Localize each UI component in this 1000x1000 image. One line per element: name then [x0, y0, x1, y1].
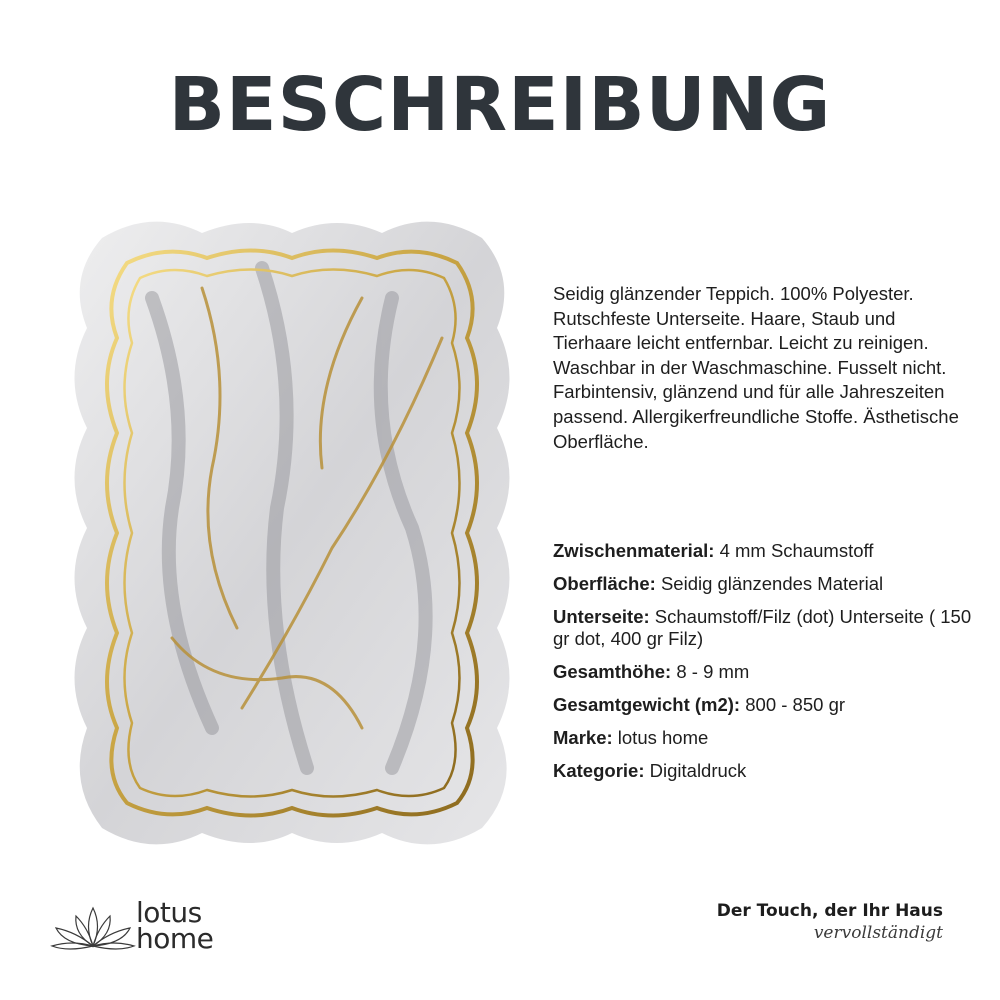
- spec-key: Marke:: [553, 727, 613, 748]
- spec-value: Schaumstoff/Filz (dot) Unterseite ( 150 gr dot, 400 gr Filz): [553, 606, 972, 649]
- spec-row-oberflaeche: [553, 573, 983, 595]
- spec-value: Seidig glänzendes Material: [660, 573, 884, 594]
- brand-line-1: lotus: [136, 896, 202, 929]
- lotus-flower-icon: [50, 900, 136, 956]
- product-description: Seidig glänzender Teppich. 100% Polyester. Rutschfeste Unterseite. Haare, Staub und Tierhaare leicht entfernbar. Leicht zu reinigen. Waschbar in der Waschmaschine. Fusselt nicht. Farbintensiv, glänzend und für alle Jahreszeiten passend. Allergikerfreundliche Stoffe. Ästhetische Oberfläche.: [553, 283, 959, 452]
- spec-value: Digitaldruck: [649, 760, 747, 781]
- spec-key: Gesamtgewicht (m2):: [553, 694, 741, 715]
- brand-name: [136, 896, 214, 955]
- spec-row-unterseite: [553, 606, 983, 650]
- page-title: BESCHREIBUNG: [168, 62, 832, 148]
- tagline: [717, 901, 943, 943]
- spec-key: Gesamthöhe:: [553, 661, 672, 682]
- spec-key: Oberfläche:: [553, 573, 656, 594]
- brand-line-2: home: [136, 922, 214, 955]
- brand-logo: [50, 898, 250, 962]
- marble-rug-image: [62, 208, 522, 858]
- spec-row-marke: [553, 727, 983, 749]
- spec-value: 800 - 850 gr: [745, 694, 846, 715]
- spec-row-zwischenmaterial: [553, 540, 983, 562]
- spec-key: Unterseite:: [553, 606, 650, 627]
- tagline-line-2: vervollständigt: [813, 923, 943, 943]
- spec-key: Kategorie:: [553, 760, 645, 781]
- spec-value: lotus home: [617, 727, 709, 748]
- spec-row-gesamthoehe: [553, 661, 983, 683]
- rug-outline: [75, 222, 510, 845]
- spec-value: 8 - 9 mm: [676, 661, 750, 682]
- spec-key: Zwischenmaterial:: [553, 540, 715, 561]
- tagline-line-1: Der Touch, der Ihr Haus: [716, 901, 943, 921]
- spec-row-gesamtgewicht: [553, 694, 983, 716]
- spec-row-kategorie: [553, 760, 983, 782]
- spec-value: 4 mm Schaumstoff: [719, 540, 874, 561]
- spec-list: [553, 540, 983, 793]
